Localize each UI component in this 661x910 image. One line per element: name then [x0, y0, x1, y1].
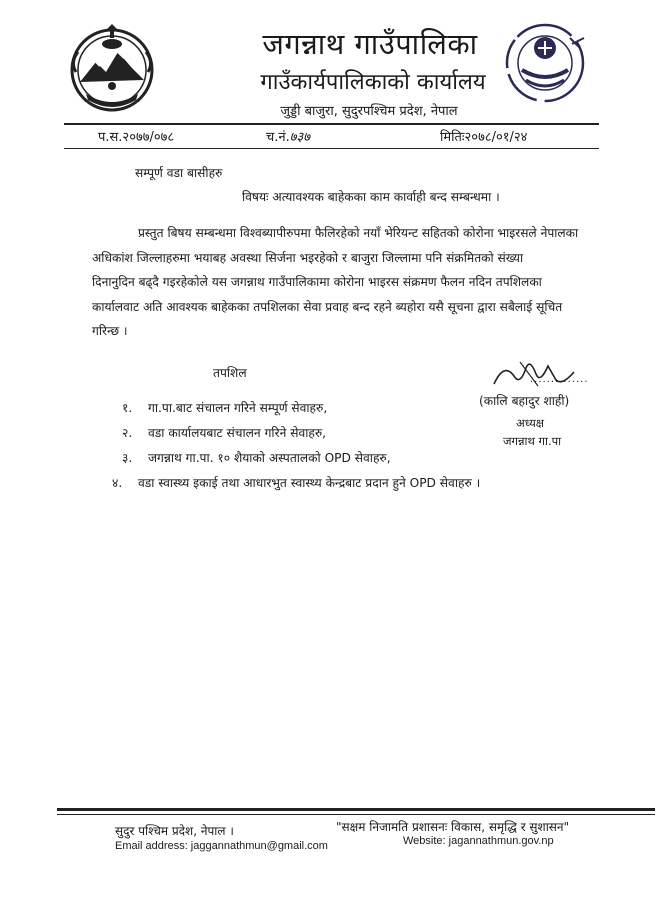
date-value: २०७८/०१/२४ — [464, 130, 528, 145]
date-label: मितिः — [440, 130, 465, 145]
recipient: सम्पूर्ण वडा बासीहरु — [135, 166, 223, 180]
footer-email: Email address: jaggannathmun@gmail.com — [115, 840, 328, 852]
meta-rule — [64, 148, 599, 149]
footer-slogan: "सक्षम निजामति प्रशासनः विकास, समृद्धि र सुशासन" — [336, 820, 570, 834]
service-list — [112, 396, 481, 496]
nepal-emblem-icon — [66, 22, 158, 114]
letter-ps-number: प.स.२०७७/०७८ — [98, 130, 175, 145]
list-item — [122, 446, 480, 471]
office-address: जुड्डी बाजुरा, सुदुरपश्चिम प्रदेश, नेपाल — [280, 104, 458, 119]
list-item — [112, 471, 480, 496]
list-item-text: वडा स्वास्थ्य इकाई तथा आधारभुत स्वास्थ्य केन्द्रबाट प्रदान हुने OPD सेवाहरु । — [138, 476, 481, 490]
list-item-text: वडा कार्यालयबाट संचालन गरिने सेवाहरु, — [148, 426, 327, 440]
tapsil-heading: तपशिल — [213, 366, 247, 380]
list-item-number: ३. — [122, 451, 133, 465]
signatory-office: जगन्नाथ गा.पा — [503, 434, 562, 448]
paragraph-line: प्रस्तुत बिषय सम्बन्धमा विश्वब्यापीरुपमा फैलिरहेको नयाँ भेरियन्ट सहितको कोरोना भाइरसले नेपालका — [138, 226, 579, 240]
footer-rule — [57, 808, 655, 811]
list-item — [122, 396, 480, 421]
paragraph-line: अधिकांश जिल्लाहरुमा भयाबह अवस्था सिर्जना भइरहेको र बाजुरा जिल्लामा पनि संक्रमितको संख्या — [92, 250, 524, 265]
cn-value: ७३७ — [289, 130, 311, 145]
subject: विषयः अत्यावश्यक बाहेकका काम कार्वाही बन्द सम्बन्धमा । — [242, 190, 500, 204]
paragraph-line: गरिन्छ । — [92, 324, 128, 338]
list-item — [122, 421, 480, 446]
paragraph-line: कार्यालवाट अति आवश्यक बाहेकका तपशिलका सेवा प्रवाह बन्द रहने ब्यहोरा यसै सूचना द्वारा सबैलाई सूचित — [92, 299, 563, 314]
letter-date — [440, 127, 527, 145]
list-item-text: गा.पा.बाट संचालन गरिने सम्पूर्ण सेवाहरु, — [148, 401, 328, 415]
footer-province: सुदुर पश्चिम प्रदेश, नेपाल । — [115, 824, 234, 838]
list-item-number: ४. — [112, 476, 123, 490]
footer-website: Website: jagannathmun.gov.np — [403, 835, 554, 847]
municipality-title: जगन्नाथ गाउँपालिका — [262, 27, 478, 61]
signature-line: .............. — [530, 374, 589, 385]
office-name: गाउँकार्यपालिकाको कार्यालय — [260, 70, 486, 95]
cn-label: च.नं. — [266, 130, 290, 145]
list-item-number: १. — [122, 401, 133, 415]
footer-rule-thin — [57, 814, 655, 815]
signatory-designation: अध्यक्ष — [516, 416, 545, 430]
header-rule — [64, 123, 599, 125]
list-item-number: २. — [122, 426, 133, 440]
list-item-text: जगन्नाथ गा.पा. १० शैयाको अस्पतालको OPD सेवाहरु, — [148, 451, 391, 465]
signatory-name: (कालि बहादुर शाही) — [479, 394, 570, 408]
letter-cn — [266, 127, 310, 145]
paragraph-line: दिनानुदिन बढ्दै गइरहेकोले यस जगन्नाथ गाउँपालिकामा कोरोना भाइरस संक्रमण फैलन नदिन तपशिलका — [92, 275, 542, 289]
notice-paragraph — [92, 221, 592, 344]
